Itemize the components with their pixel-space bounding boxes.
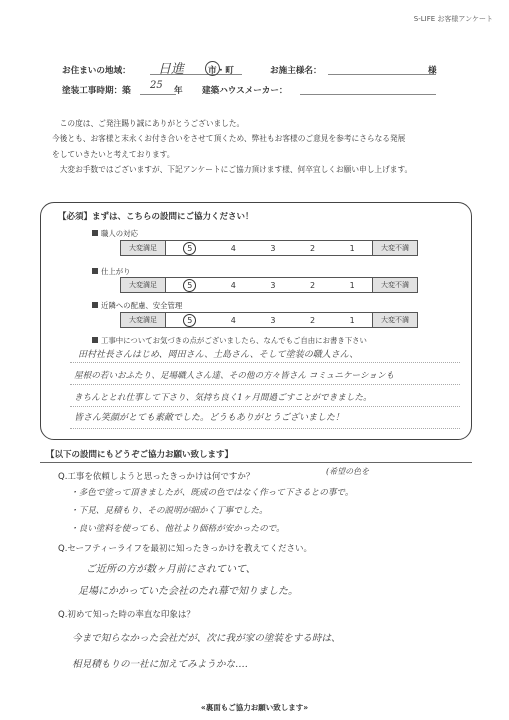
period-value: 25	[150, 80, 163, 91]
maker-underline	[300, 82, 436, 95]
rating-scale-neighbors	[120, 312, 418, 328]
intro-line: 大変お手数ではございますが、下記アンケートにご協力頂けます様、何卒宜しくお願い申し上げます。	[59, 164, 413, 174]
rating-option-1[interactable]: 1	[349, 315, 355, 325]
intro-line: 今後とも、お客様と末永くお付き合いをさせて頂くため、弊社もお客様のご意見を参考にさらなる発展	[52, 134, 406, 144]
question-2: Q.セーフティーライフを最初に知ったきっかけを教えてください。	[58, 544, 312, 554]
comment-rule	[70, 362, 460, 363]
rating-option-4[interactable]: 4	[230, 280, 236, 290]
rating-option-1[interactable]: 1	[349, 243, 355, 253]
scale-left-label: 大変満足	[121, 278, 166, 292]
owner-honorific: 様	[428, 66, 437, 76]
owner-label: お施主様名：	[270, 66, 322, 76]
square-bullet-icon	[92, 302, 98, 308]
optional-section-title: 【以下の設問にもどうぞご協力お願い致します】	[46, 450, 234, 460]
answer-2-line: 足場にかかっていた会社のたれ幕で知りました。	[78, 586, 298, 597]
brand-title: S-LIFE お客様アンケート	[413, 15, 493, 23]
rating-option-5[interactable]: 5	[183, 279, 196, 292]
scale-right-label: 大変不満	[372, 278, 417, 292]
question-text: 近隣への配慮、安全管理	[101, 301, 183, 310]
rating-option-4[interactable]: 4	[230, 243, 236, 253]
maker-label: 建築ハウスメーカー：	[202, 86, 288, 96]
comment-text: 屋根の若いおふたり、足場職人さん達、その他の方々皆さん コミュニケーションも	[74, 371, 395, 381]
rating-scale-finish	[120, 277, 418, 293]
required-title: 【必須】まずは、こちらの設問にご協力ください！	[58, 212, 254, 222]
question-text: 仕上がり	[101, 267, 131, 276]
answer-2-line: ご近所の方が数ヶ月前にされていて、	[86, 564, 256, 575]
comment-label	[92, 335, 367, 346]
scale-right-label: 大変不満	[372, 313, 417, 327]
area-value: 日進	[158, 62, 185, 77]
answer-1-line: ・下見、見積もり、その説明が細かく丁寧でした。	[70, 506, 268, 516]
answer-3-line: 相見積もりの一社に加えてみようかな‥‥	[72, 659, 248, 670]
comment-rule	[70, 384, 460, 385]
question-text: 職人の対応	[101, 229, 138, 238]
area-label: お住まいの地域：	[62, 66, 131, 76]
comment-text: 皆さん笑顔がとても素敵でした。どうもありがとうございました！	[74, 413, 345, 423]
area-unit-circle	[205, 61, 220, 76]
answer-1-line: ・良い塗料を使っても、他社より価格が安かったので。	[70, 524, 285, 534]
answer-1-line: ・多色で塗って頂きましたが、既成の色ではなく作って下さるとの事で。	[70, 488, 354, 498]
square-bullet-icon	[92, 337, 98, 343]
area-unit: 市・町	[208, 66, 234, 76]
rating-option-3[interactable]: 3	[270, 280, 276, 290]
rating-option-5[interactable]: 5	[183, 314, 196, 327]
question-3: Q.初めて知った時の率直な印象は？	[58, 610, 195, 620]
question-label-neighbors	[92, 300, 182, 311]
rating-option-1[interactable]: 1	[349, 280, 355, 290]
rating-option-2[interactable]: 2	[309, 280, 316, 290]
owner-underline	[328, 62, 436, 75]
comment-rule	[70, 428, 460, 429]
scale-right-label: 大変不満	[372, 241, 417, 255]
intro-line: この度は、ご発注賜り誠にありがとうございました。	[59, 119, 245, 128]
rating-option-3[interactable]: 3	[270, 315, 276, 325]
intro-text	[52, 116, 482, 177]
answer-3-line: 今まで知らなかった会社だが、次に我が家の塗装をする時は、	[72, 633, 341, 644]
rating-option-4[interactable]: 4	[230, 315, 236, 325]
period-unit: 年	[174, 86, 183, 96]
scale-left-label: 大変満足	[121, 313, 166, 327]
square-bullet-icon	[92, 230, 98, 236]
scale-left-label: 大変満足	[121, 241, 166, 255]
question-1: Q.工事を依頼しようと思ったきっかけは何ですか？	[58, 472, 255, 482]
comment-text: 田村社長さんはじめ、岡田さん、土島さん、そして塗装の職人さん、	[78, 350, 359, 360]
intro-line: をしていきたいと考えております。	[52, 149, 175, 159]
period-label: 塗装工事時期：築	[62, 86, 131, 96]
rating-option-2[interactable]: 2	[309, 315, 316, 325]
rating-option-3[interactable]: 3	[270, 243, 276, 253]
rating-option-5[interactable]: 5	[183, 242, 196, 255]
comment-rule	[70, 406, 460, 407]
comment-text: きちんととれ仕事して下さり、気持ち良く1ヶ月間過ごすことができました。	[74, 393, 372, 403]
question-label-finish	[92, 266, 131, 277]
back-page-note: «裏面もご協力お願い致します»	[200, 703, 309, 712]
question-1-note: (希望の色を	[326, 467, 370, 476]
question-label-craftsman	[92, 228, 138, 239]
rating-scale-craftsman	[120, 240, 418, 256]
comment-label-text: 工事中についてお気づきの点がございましたら、なんでもご自由にお書き下さい	[101, 336, 367, 345]
rating-option-2[interactable]: 2	[309, 243, 316, 253]
square-bullet-icon	[92, 268, 98, 274]
optional-section-divider	[40, 462, 472, 463]
